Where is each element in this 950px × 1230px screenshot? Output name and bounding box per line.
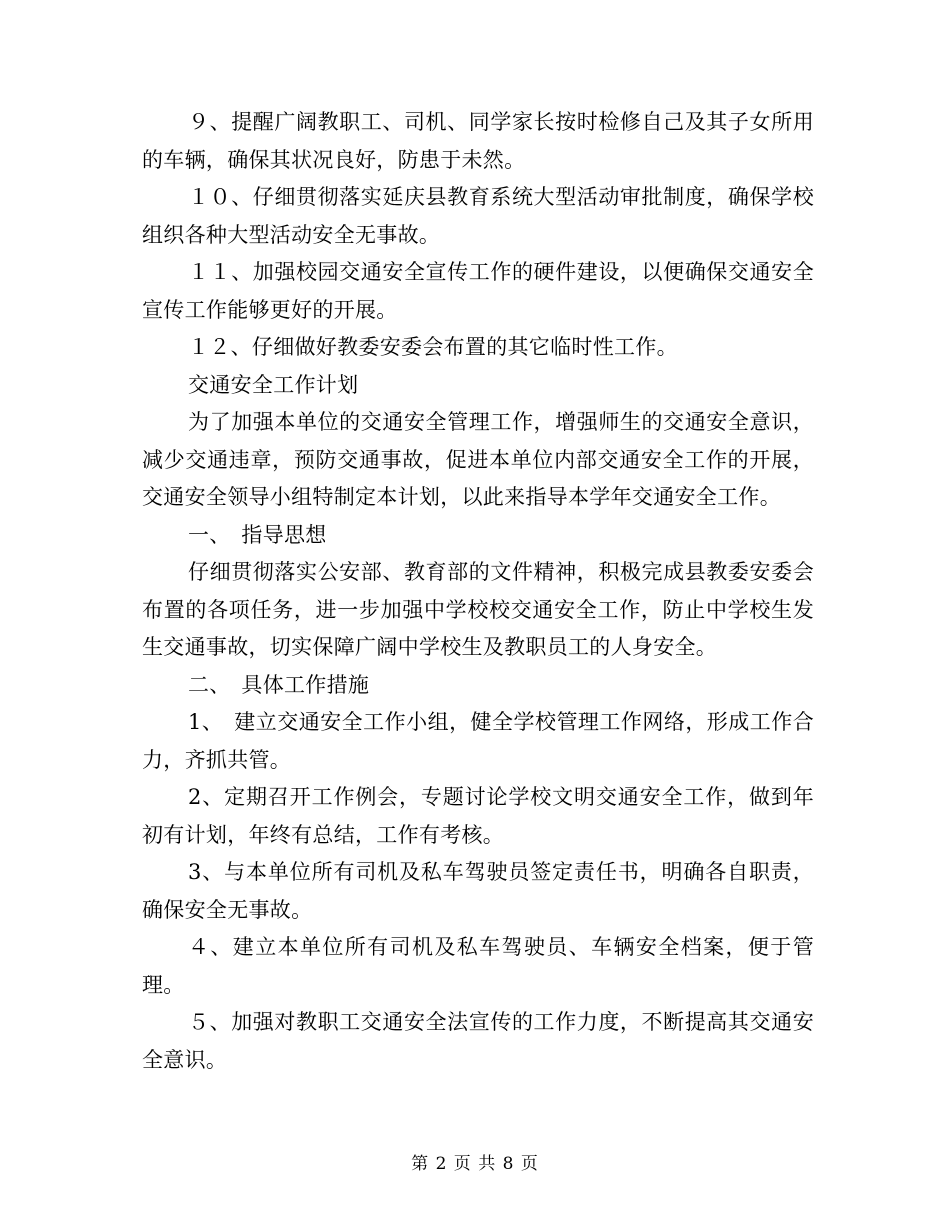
guiding-thought-paragraph: 仔细贯彻落实公安部、教育部的文件精神，积极完成县教委安委会布置的各项任务，进一步加强中学校校交通安全工作，防止中学校生发生交通事故，切实保障广阔中学校生及教职员工的人身安全。 <box>142 560 814 659</box>
page-number-footer: 第 2 页 共 8 页 <box>411 1154 539 1174</box>
heading-guiding-thought: 一、 指导思想 <box>188 522 327 547</box>
paragraph-item-10: １０、仔细贯彻落实延庆县教育系统大型活动审批制度，确保学校组织各种大型活动安全无事故。 <box>142 185 814 247</box>
heading-work-measures: 二、 具体工作措施 <box>188 672 370 697</box>
measure-item-1: 1、 建立交通安全工作小组，健全学校管理工作网络，形成工作合力，齐抓共管。 <box>142 710 814 772</box>
measure-item-2: 2、定期召开工作例会，专题讨论学校文明交通安全工作，做到年初有计划，年终有总结，工作有考核。 <box>142 785 814 847</box>
measure-item-3: 3、与本单位所有司机及私车驾驶员签定责任书，明确各自职责，确保安全无事故。 <box>142 860 814 922</box>
measure-item-4: ４、建立本单位所有司机及私车驾驶员、车辆安全档案，便于管理。 <box>142 935 814 997</box>
section-title: 交通安全工作计划 <box>188 372 359 397</box>
measure-item-5: ５、加强对教职工交通安全法宣传的工作力度，不断提高其交通安全意识。 <box>142 1010 814 1072</box>
intro-paragraph: 为了加强本单位的交通安全管理工作，增强师生的交通安全意识，减少交通违章，预防交通事故，促进本单位内部交通安全工作的开展，交通安全领导小组特制定本计划，以此来指导本学年交通安全工作。 <box>142 410 814 509</box>
paragraph-item-12: １２、仔细做好教委安委会布置的其它临时性工作。 <box>188 335 678 359</box>
paragraph-item-9: ９、提醒广阔教职工、司机、同学家长按时检修自己及其子女所用的车辆，确保其状况良好，防患于未然。 <box>142 110 814 172</box>
document-body <box>142 104 814 1079</box>
paragraph-item-11: １１、加强校园交通安全宣传工作的硬件建设，以便确保交通安全宣传工作能够更好的开展。 <box>142 260 814 322</box>
